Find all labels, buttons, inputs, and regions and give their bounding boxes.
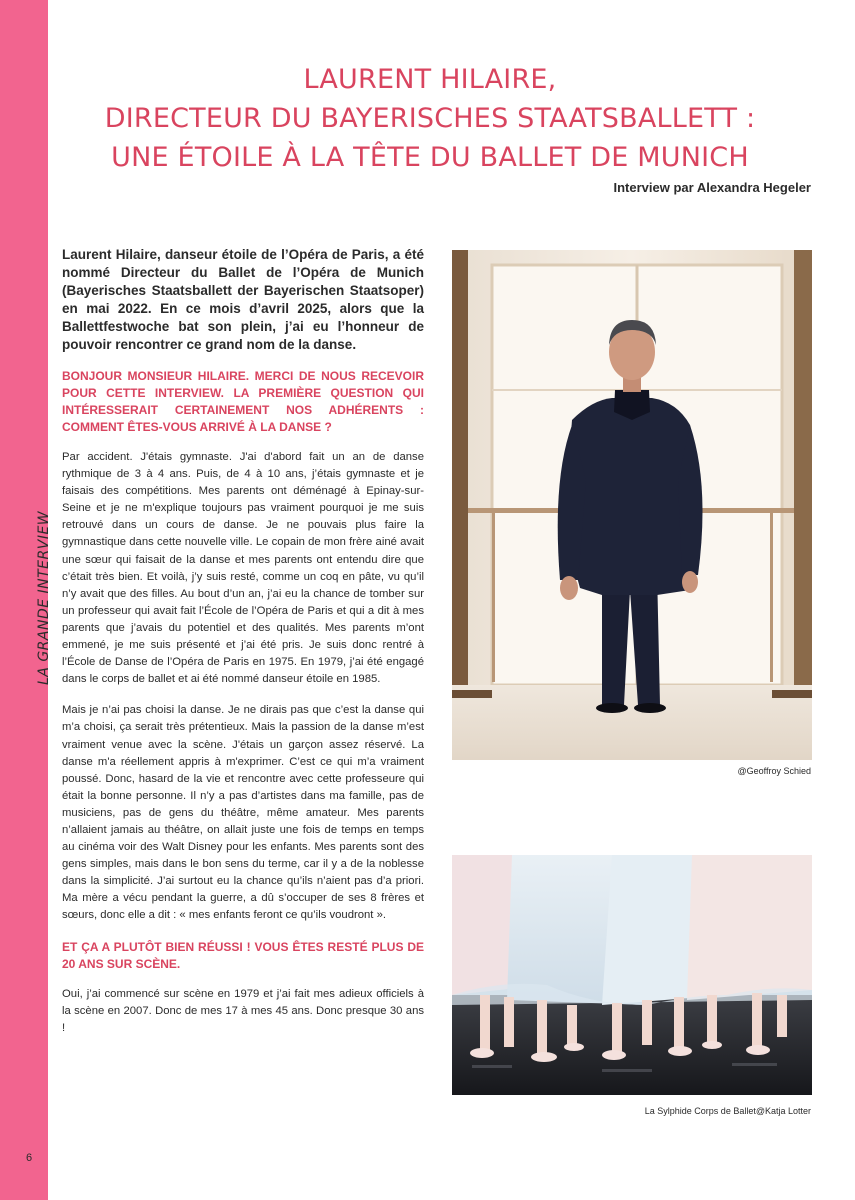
- question-2: ET ÇA A PLUTÔT BIEN RÉUSSI ! VOUS ÊTES RESTÉ PLUS DE 20 ANS SUR SCÈNE.: [62, 939, 424, 971]
- title-line-1: LAURENT HILAIRE,: [303, 64, 557, 95]
- answer-2: Oui, j’ai commencé sur scène en 1979 et j’ai fait mes adieux officiels à la scène en 2007. Donc de mes 17 à mes 45 ans. Donc presque 30 ans !: [62, 987, 424, 1034]
- answer-1-paragraph-2: Mais je n’ai pas choisi la danse. Je ne dirais pas que c’est la danse qui m’a choisi, ça serait très prétentieux. Mais la passion de la danse m’est vraiment venue avec la scène. J'étais un garçon assez réservé. La danse m'a réellement appris à m'exprimer. C’est ce qui m’a vraiment poussé. Donc, hasard de la vie et rencontre avec cette professeure qui était la bonne personne. Il n’y a pas d’artistes dans ma famille, pas de musiciens, pas de gens du théâtre, même amateur. Mes parents n’allaient jamais au théâtre, on allait juste une fois de temps en temps au cinéma voir des Walt Disney pour les enfants. Mes parents sont des gens simples, mais dans le bon sens du terme, car il y a de la noblesse dans la simplicité. J’ai surtout eu la chance qu’ils n’aient pas d’a priori. Ma mère a vécu pendant la guerre, a dû s’occuper de ses 8 frères et sœurs, donc elle a dit : « mes enfants feront ce qu’ils voudront ».: [62, 704, 424, 922]
- page-number: 6: [26, 1152, 33, 1164]
- section-label: LA GRANDE INTERVIEW: [36, 510, 52, 685]
- byline: Interview par Alexandra Hegeler: [613, 180, 811, 195]
- article-column: [62, 246, 424, 1051]
- title-line-3: UNE ÉTOILE À LA TÊTE DU BALLET DE MUNICH: [111, 142, 749, 173]
- question-1: BONJOUR MONSIEUR HILAIRE. MERCI DE NOUS RECEVOIR POUR CETTE INTERVIEW. LA PREMIÈRE QUESTION QUI INTÉRESSERAIT CERTAINEMENT NOS ADHÉRENTS : COMMENT ÊTES-VOUS ARRIVÉ À LA DANSE ?: [62, 369, 424, 434]
- article-title: [60, 60, 800, 177]
- portrait-caption: @Geoffroy Schied: [737, 766, 811, 776]
- answer-1-paragraph-1: Par accident. J'étais gymnaste. J'ai d'abord fait un an de danse rythmique de 3 à 4 ans. Puis, de 4 à 10 ans, j’étais gymnaste et je faisais des compétitions. Mes parents ont déménagé à Epinay-sur-Seine et je ne m'explique toujours pas vraiment pourquoi je me suis retrouvé dans un cours de danse. Je ne pouvais plus faire la gymnastique dans cette nouvelle ville. Le copain de mon frère ainé avait une sœur qui faisait de la danse et mes parents ont entendu dire que c’était très bien. Et voilà, j’y suis resté, comme un coq en pâte, vu qu’il n’y avait que des filles. Au bout d’un an, j’ai eu la chance de tomber sur un professeur qui avait fait l’École de l’Opéra de Paris et qui a dit à mes parents que j’avais du potentiel et des qualités. Mes parents m’ont emmené, je me suis présenté et j’ai été pris. Je suis donc rentré à l’École de Danse de l’Opéra de Paris en 1975. En 1979, j’ai été engagé dans le corps de ballet et ai été nommé danseur étoile en 1985.: [62, 451, 424, 686]
- portrait-photo: [452, 250, 812, 760]
- ballet-photo: [452, 855, 812, 1095]
- intro-paragraph: Laurent Hilaire, danseur étoile de l’Opéra de Paris, a été nommé Directeur du Ballet de l’Opéra de Munich (Bayerisches Staatsballett der Bayerischen Staatsoper) en mai 2022. En ce mois d’avril 2025, alors que la Ballettfestwoche bat son plein, j’ai eu l’honneur de pouvoir rencontrer ce grand nom de la danse.: [62, 247, 424, 352]
- ballet-photo-caption: La Sylphide Corps de Ballet@Katja Lotter: [644, 1106, 811, 1116]
- title-line-2: DIRECTEUR DU BAYERISCHES STAATSBALLETT :: [104, 103, 756, 134]
